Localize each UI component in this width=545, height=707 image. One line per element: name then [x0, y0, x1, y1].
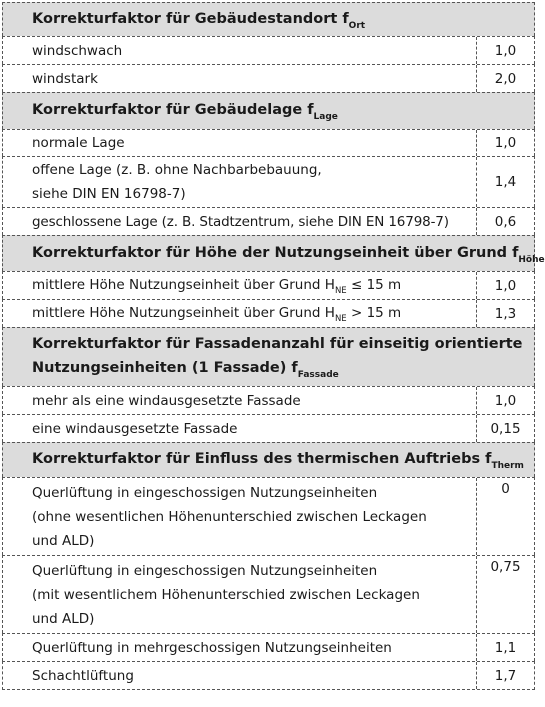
row-label: windstark — [32, 70, 98, 87]
table-row — [2, 271, 535, 299]
section-title: Korrekturfaktor für Einfluss des thermischen Auftriebs f — [32, 451, 492, 467]
row-value: 1,0 — [494, 392, 517, 409]
row-value: 0 — [501, 481, 510, 497]
row-value: 0,75 — [490, 559, 521, 575]
row-label-line: und ALD) — [32, 610, 95, 627]
row-label-line: Querlüftung in eingeschossigen Nutzungseinheiten — [32, 562, 378, 579]
row-label: geschlossene Lage (z. B. Stadtzentrum, siehe DIN EN 16798-7) — [32, 213, 449, 230]
section-title-subscript: Höhe — [518, 254, 545, 265]
row-value: 2,0 — [494, 70, 517, 87]
section-header-fassade — [2, 327, 535, 386]
row-label-line: (mit wesentlichem Höhenunterschied zwischen Leckagen — [32, 586, 420, 603]
section-title-subscript: Therm — [491, 461, 524, 471]
table-row — [2, 477, 535, 555]
section-title-line: Korrekturfaktor für Fassadenanzahl für einseitig orientierte — [32, 336, 523, 352]
row-label: Schachtlüftung — [32, 667, 134, 684]
row-label-line: offene Lage (z. B. ohne Nachbarbebauung, — [32, 162, 322, 178]
row-value: 1,1 — [494, 639, 517, 656]
row-label-line: siehe DIN EN 16798-7) — [32, 186, 186, 202]
table-row — [2, 36, 535, 64]
section-title-subscript: Fassade — [297, 370, 339, 380]
section-header-standort — [2, 2, 535, 36]
row-label: windschwach — [32, 42, 123, 59]
row-label: eine windausgesetzte Fassade — [32, 420, 238, 437]
row-label: mittlere Höhe Nutzungseinheit über Grund $H_{NE} > 15$ m — [32, 304, 402, 324]
table-row — [2, 129, 535, 156]
section-title: Nutzungseinheiten (1 Fassade) f — [32, 360, 298, 376]
table-row — [2, 64, 535, 92]
section-title: Korrekturfaktor für Höhe der Nutzungseinheit über Grund f — [32, 244, 519, 261]
table-row — [2, 414, 535, 442]
correction-factor-table — [2, 2, 545, 690]
table-row — [2, 633, 535, 661]
row-value: 1,0 — [494, 277, 517, 294]
row-label-line: Querlüftung in eingeschossigen Nutzungseinheiten — [32, 484, 378, 501]
section-title: Korrekturfaktor für Gebäudestandort f — [32, 10, 349, 27]
row-value: 1,4 — [494, 174, 517, 190]
row-value: 0,15 — [490, 420, 521, 437]
table-row — [2, 555, 535, 633]
section-title-subscript: Lage — [313, 112, 338, 122]
section-title-subscript: Ort — [348, 20, 366, 31]
row-value: 1,0 — [494, 135, 517, 151]
section-header-hoehe — [2, 235, 545, 271]
section-header-lage — [2, 92, 535, 129]
row-value: 1,7 — [494, 667, 517, 684]
row-label: Querlüftung in mehrgeschossigen Nutzungseinheiten — [32, 639, 392, 656]
row-value: 1,0 — [494, 42, 517, 59]
row-value: 0,6 — [494, 213, 517, 230]
row-label-line: und ALD) — [32, 532, 95, 549]
row-value: 1,3 — [494, 305, 517, 322]
table-row — [2, 299, 535, 327]
table-row — [2, 661, 535, 690]
section-header-therm — [2, 442, 535, 477]
table-row — [2, 207, 535, 235]
table-row — [2, 386, 535, 414]
section-title: Korrekturfaktor für Gebäudelage f — [32, 102, 314, 118]
row-label: normale Lage — [32, 135, 125, 151]
row-label: mehr als eine windausgesetzte Fassade — [32, 392, 301, 409]
row-label-line: (ohne wesentlichen Höhenunterschied zwischen Leckagen — [32, 508, 427, 525]
row-label: mittlere Höhe Nutzungseinheit über Grund $H_{NE} \le 15$ m — [32, 276, 402, 296]
table-row — [2, 156, 535, 207]
